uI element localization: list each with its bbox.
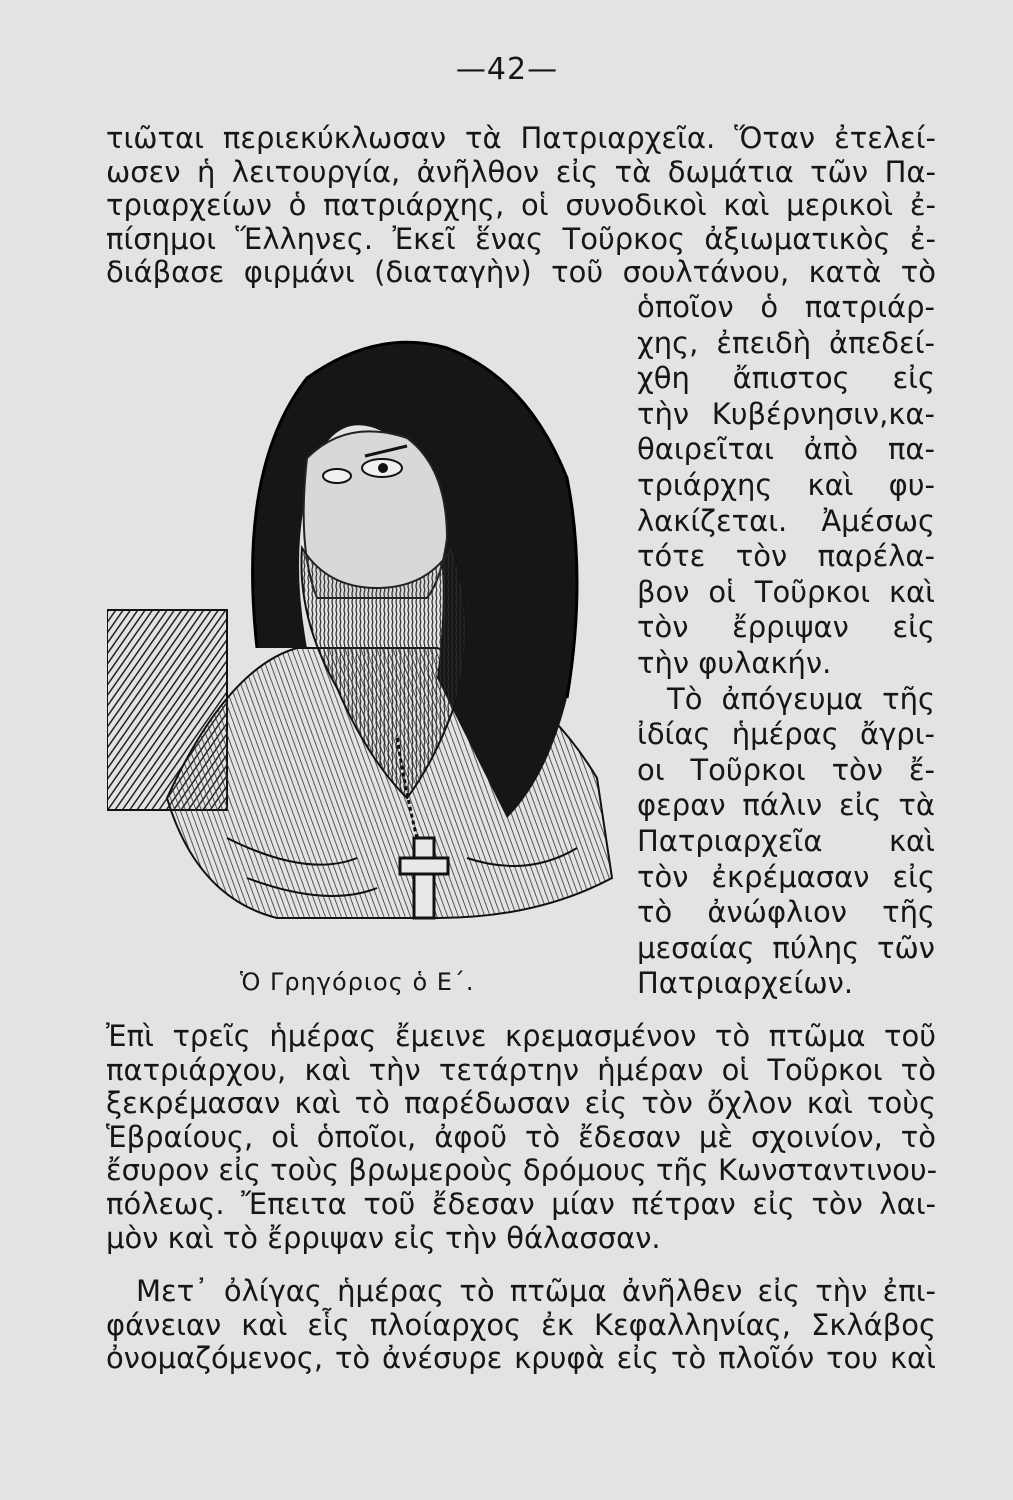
text-line: φεραν πάλιν εἰς τὰ <box>637 788 935 823</box>
text-line: ὁποῖον ὁ πατριάρ- <box>637 290 935 324</box>
text-line: Μετ᾽ ὀλίγας ἡμέρας τὸ πτῶμα ἀνῆλθεν εἰς τὴν ἐπι- <box>136 1274 936 1309</box>
text-line: πατριάρχου, καὶ τὴν τετάρτην ἡμέραν οἱ Τοῦρκοι τὸ <box>106 1052 936 1087</box>
text-line: ξεκρέμασαν καὶ τὸ παρέδωσαν εἰς τὸν ὄχλον καὶ τοὺς <box>106 1086 936 1121</box>
text-line: τὴν φυλακήν. <box>637 645 832 680</box>
text-line: τὸν ἐκρέμασαν εἰς <box>637 859 935 894</box>
text-line: πόλεως. Ἔπειτα τοῦ ἔδεσαν μίαν πέτραν εἰς τὸν λαι- <box>106 1186 936 1221</box>
text-line: τὸ ἀνώφλιον τῆς <box>637 895 935 930</box>
text-line: Τὸ ἀπόγευμα τῆς <box>667 681 935 716</box>
text-line: φάνειαν καὶ εἷς πλοίαρχος ἐκ Κεφαλληνίας, Σκλάβος <box>106 1307 936 1342</box>
text-line: πίσημοι Ἕλληνες. Ἐκεῖ ἕνας Τοῦρκος ἀξιωματικὸς ἐ- <box>106 221 936 256</box>
text-line: τριάρχης καὶ φυ- <box>637 467 935 502</box>
text-line: μὸν καὶ τὸ ἔρριψαν εἰς τὴν θάλασσαν. <box>106 1220 661 1255</box>
text-line: οι Τοῦρκοι τὸν ἔ- <box>637 752 935 787</box>
text-line: ὀνομαζόμενος, τὸ ἀνέσυρε κρυφὰ εἰς τὸ πλοῖόν του καὶ <box>106 1341 936 1376</box>
text-line: τὴν Κυβέρνησιν,κα- <box>637 396 935 431</box>
text-line: θαιρεῖται ἀπὸ πα- <box>637 432 935 467</box>
text-line: ἔσυρον εἰς τοὺς βρωμεροὺς δρόμους τῆς Κωνσταντινου- <box>106 1153 938 1188</box>
text-line: διάβασε φιρμάνι (διαταγὴν) τοῦ σουλτάνου, κατὰ τὸ <box>106 255 936 290</box>
side-column <box>637 290 935 1002</box>
page-number: —42— <box>455 52 559 87</box>
text-line: λακίζεται. Ἀμέσως <box>637 503 935 538</box>
text-line: μεσαίας πύλης τῶν <box>637 930 935 965</box>
text-line: τότε τὸν παρέλα- <box>637 539 935 574</box>
text-line: Ἐπὶ τρεῖς ἡμέρας ἔμεινε κρεμασμένον τὸ πτῶμα τοῦ <box>106 1019 936 1053</box>
text-line: ἰδίας ἡμέρας ἄγρι- <box>637 717 935 752</box>
last-paragraph <box>106 1275 936 1376</box>
text-line: χθη ἄπιστος εἰς <box>637 361 935 396</box>
text-line: Πατριαρχείων. <box>637 966 854 1001</box>
portrait-illustration <box>107 318 617 938</box>
top-paragraph <box>106 122 936 290</box>
text-line: χης, ἐπειδὴ ἀπεδεί- <box>637 325 935 360</box>
text-line: Πατριαρχεῖα καὶ <box>637 823 935 858</box>
figure-caption: Ὁ Γρηγόριος ὁ Ε΄. <box>240 968 475 996</box>
text-line: τὸν ἔρριψαν εἰς <box>637 610 935 645</box>
bottom-paragraph <box>106 1020 936 1376</box>
text-line: ωσεν ἡ λειτουργία, ἀνῆλθον εἰς τὰ δωμάτια τῶν Πα- <box>106 154 936 189</box>
text-line: τιῶται περιεκύκλωσαν τὰ Πατριαρχεῖα. Ὅταν ἐτελεί- <box>106 121 936 155</box>
text-line: Ἑβραίους, οἱ ὁποῖοι, ἀφοῦ τὸ ἔδεσαν μὲ σχοινίον, τὸ <box>106 1119 936 1154</box>
text-line: τριαρχείων ὁ πατριάρχης, οἱ συνοδικοὶ καὶ μερικοὶ ἐ- <box>106 188 936 223</box>
text-line: βον οἱ Τοῦρκοι καὶ <box>637 574 935 609</box>
